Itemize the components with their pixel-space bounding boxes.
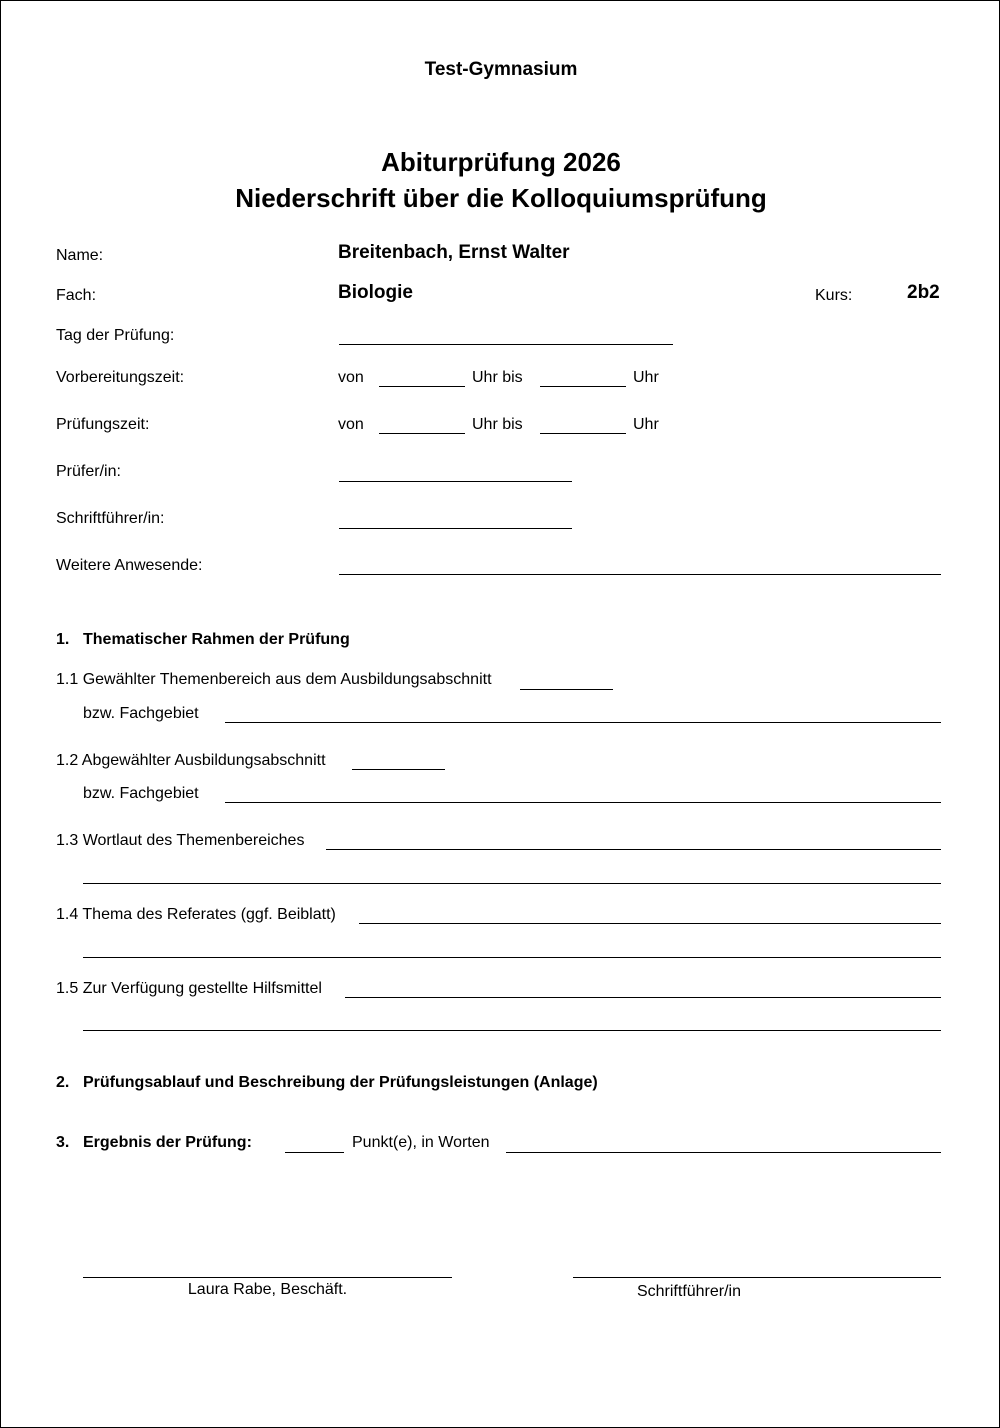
item-1-5-line-1[interactable] bbox=[345, 997, 941, 998]
section1-heading: Thematischer Rahmen der Prüfung bbox=[83, 631, 350, 648]
item-1-1-fachgebiet-line[interactable] bbox=[225, 722, 941, 723]
item-1-3-line-2[interactable] bbox=[83, 883, 941, 884]
vorbereitung-von: von bbox=[338, 369, 364, 386]
section3-heading: Ergebnis der Prüfung: bbox=[83, 1134, 252, 1151]
punkte-worten-line[interactable] bbox=[506, 1152, 941, 1153]
schriftfuehrer-input-line[interactable] bbox=[339, 528, 572, 529]
item-1-1-fachgebiet-label: bzw. Fachgebiet bbox=[83, 705, 199, 722]
section3-number: 3. bbox=[56, 1134, 70, 1151]
item-1-3-label: 1.3 Wortlaut des Themenbereiches bbox=[56, 832, 305, 849]
schriftfuehrer-label: Schriftführer/in: bbox=[56, 510, 165, 527]
vorbereitung-label: Vorbereitungszeit: bbox=[56, 369, 185, 386]
fach-value: Biologie bbox=[338, 282, 413, 303]
item-1-1-abschnitt-line[interactable] bbox=[520, 689, 613, 690]
kurs-label: Kurs: bbox=[815, 287, 853, 304]
name-label: Name: bbox=[56, 247, 104, 264]
item-1-1-label: 1.1 Gewählter Themenbereich aus dem Ausbildungsabschnitt bbox=[56, 671, 492, 688]
pruefungszeit-von: von bbox=[338, 416, 364, 433]
signature-line-left[interactable] bbox=[83, 1277, 452, 1278]
item-1-2-label: 1.2 Abgewählter Ausbildungsabschnitt bbox=[56, 752, 326, 769]
kurs-value: 2b2 bbox=[907, 282, 940, 303]
section1-number: 1. bbox=[56, 631, 70, 648]
punkte-input-line[interactable] bbox=[285, 1152, 344, 1153]
pruefungszeit-label: Prüfungszeit: bbox=[56, 416, 150, 433]
item-1-5-line-2[interactable] bbox=[83, 1030, 941, 1031]
pruefungszeit-start-line[interactable] bbox=[379, 433, 465, 434]
pruefer-label: Prüfer/in: bbox=[56, 463, 121, 480]
pruefer-input-line[interactable] bbox=[339, 481, 572, 482]
item-1-2-fachgebiet-line[interactable] bbox=[225, 802, 941, 803]
tag-input-line[interactable] bbox=[339, 344, 673, 345]
item-1-4-line-1[interactable] bbox=[359, 923, 941, 924]
signature-label-left: Laura Rabe, Beschäft. bbox=[187, 1281, 348, 1298]
weitere-input-line[interactable] bbox=[339, 574, 941, 575]
school-name: Test-Gymnasium bbox=[424, 59, 578, 80]
item-1-2-fachgebiet-label: bzw. Fachgebiet bbox=[83, 785, 199, 802]
section2-number: 2. bbox=[56, 1074, 70, 1091]
vorbereitung-start-line[interactable] bbox=[379, 386, 465, 387]
pruefungszeit-uhr-bis: Uhr bis bbox=[472, 416, 523, 433]
name-value: Breitenbach, Ernst Walter bbox=[338, 242, 570, 263]
signature-label-right: Schriftführer/in bbox=[636, 1283, 742, 1300]
vorbereitung-uhr-bis: Uhr bis bbox=[472, 369, 523, 386]
pruefungszeit-uhr: Uhr bbox=[633, 416, 659, 433]
exam-title: Abiturprüfung 2026 bbox=[381, 147, 621, 177]
item-1-3-line-1[interactable] bbox=[326, 849, 941, 850]
pruefungszeit-end-line[interactable] bbox=[540, 433, 626, 434]
item-1-5-label: 1.5 Zur Verfügung gestellte Hilfsmittel bbox=[56, 980, 322, 997]
punkte-label: Punkt(e), in Worten bbox=[352, 1134, 490, 1151]
exam-subtitle: Niederschrift über die Kolloquiumsprüfung bbox=[235, 183, 767, 213]
weitere-label: Weitere Anwesende: bbox=[56, 557, 203, 574]
item-1-4-label: 1.4 Thema des Referates (ggf. Beiblatt) bbox=[56, 906, 336, 923]
vorbereitung-uhr: Uhr bbox=[633, 369, 659, 386]
vorbereitung-end-line[interactable] bbox=[540, 386, 626, 387]
item-1-4-line-2[interactable] bbox=[83, 957, 941, 958]
fach-label: Fach: bbox=[56, 287, 97, 304]
section2-heading: Prüfungsablauf und Beschreibung der Prüfungsleistungen (Anlage) bbox=[83, 1074, 598, 1091]
tag-label: Tag der Prüfung: bbox=[56, 327, 175, 344]
item-1-2-abschnitt-line[interactable] bbox=[352, 769, 445, 770]
signature-line-right[interactable] bbox=[573, 1277, 941, 1278]
